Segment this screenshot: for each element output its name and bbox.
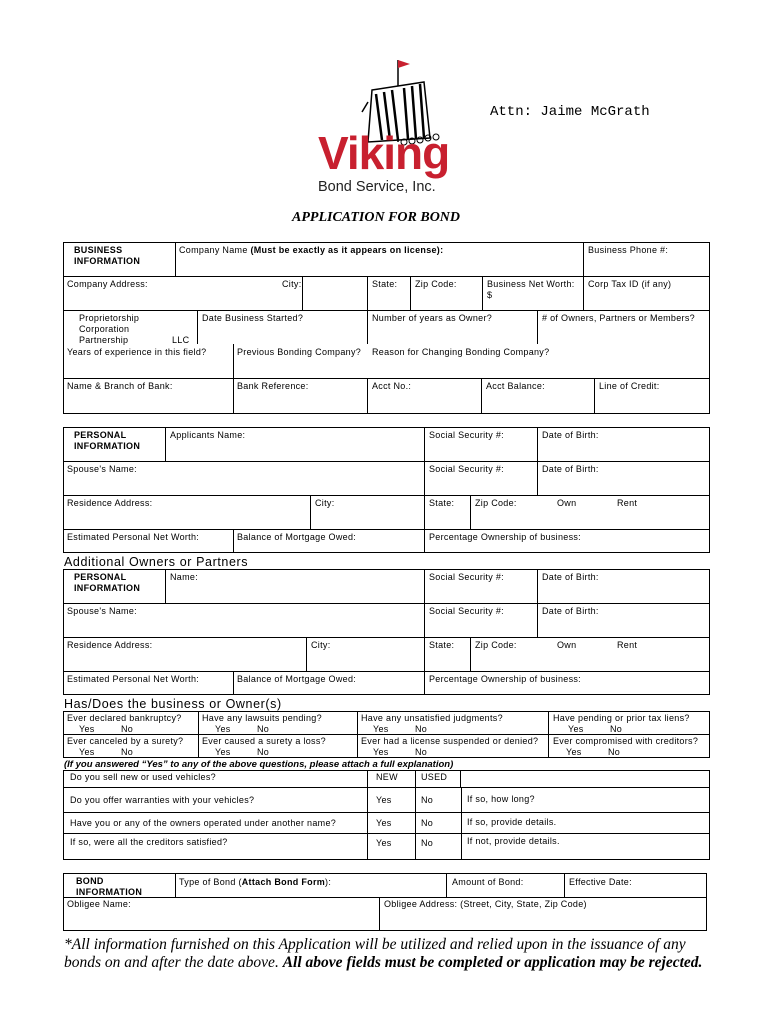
q-surety-loss-yes[interactable]: Yes — [215, 747, 231, 757]
how-long-field[interactable]: If so, how long? — [467, 794, 535, 804]
attn-line: Attn: Jaime McGrath — [490, 104, 650, 120]
q-another-name-no[interactable]: No — [421, 818, 434, 828]
business-header-2: INFORMATION — [74, 256, 141, 266]
additional-ssn-field[interactable]: Social Security #: — [429, 572, 504, 582]
bond-type-bold: Attach Bond Form — [241, 877, 326, 887]
additional-header-2: INFORMATION — [74, 583, 141, 593]
additional-spouse-dob-field[interactable]: Date of Birth: — [542, 606, 599, 616]
company-name-note: (Must be exactly as it appears on license): — [250, 245, 444, 255]
personal-header-1: PERSONAL — [74, 430, 127, 440]
q-creditors-satisfied-no[interactable]: No — [421, 838, 434, 848]
additional-dob-field[interactable]: Date of Birth: — [542, 572, 599, 582]
additional-city-field[interactable]: City: — [311, 640, 331, 650]
q-bankruptcy-yes[interactable]: Yes — [79, 724, 95, 734]
q-creditors-satisfied: If so, were all the creditors satisfied? — [70, 837, 228, 847]
corp-tax-id-field[interactable]: Corp Tax ID (if any) — [588, 279, 672, 289]
option-rent[interactable]: Rent — [617, 498, 638, 508]
q-lawsuits-no[interactable]: No — [257, 724, 270, 734]
bond-amount-field[interactable]: Amount of Bond: — [452, 877, 524, 887]
additional-rent[interactable]: Rent — [617, 640, 638, 650]
q-license-suspended: Ever had a license suspended or denied? — [361, 736, 539, 746]
additional-spouse-ssn-field[interactable]: Social Security #: — [429, 606, 504, 616]
effective-date-field[interactable]: Effective Date: — [569, 877, 632, 887]
bank-reference-field[interactable]: Bank Reference: — [237, 381, 309, 391]
option-partnership[interactable]: Partnership — [79, 335, 129, 345]
viking-logo — [312, 50, 462, 200]
residence-state-field[interactable]: State: — [429, 498, 455, 508]
q-surety-loss-no[interactable]: No — [257, 747, 270, 757]
additional-net-worth-field[interactable]: Estimated Personal Net Worth: — [67, 674, 200, 684]
personal-net-worth-field[interactable]: Estimated Personal Net Worth: — [67, 532, 200, 542]
obligee-name-field[interactable]: Obligee Name: — [67, 899, 131, 909]
additional-zip-field[interactable]: Zip Code: — [475, 640, 517, 650]
additional-own[interactable]: Own — [557, 640, 577, 650]
company-name-field[interactable] — [179, 245, 443, 256]
previous-bonding-field[interactable]: Previous Bonding Company? — [237, 347, 362, 357]
q-compromised-creditors-no[interactable]: No — [608, 747, 621, 757]
company-zip-field[interactable]: Zip Code: — [415, 279, 457, 289]
additional-spouse-field[interactable]: Spouse's Name: — [67, 606, 137, 616]
q-lawsuits: Have any lawsuits pending? — [202, 713, 322, 723]
q-creditors-satisfied-yes[interactable]: Yes — [376, 838, 392, 848]
q-lawsuits-yes[interactable]: Yes — [215, 724, 231, 734]
obligee-address-field[interactable]: Obligee Address: (Street, City, State, Zip Code) — [384, 899, 587, 909]
q-another-name: Have you or any of the owners operated under another name? — [70, 818, 337, 828]
additional-mortgage-field[interactable]: Balance of Mortgage Owed: — [237, 674, 357, 684]
years-experience-field[interactable]: Years of experience in this field? — [67, 347, 207, 357]
footer-warning: All above fields must be completed or application may be rejected. — [282, 954, 703, 971]
q-judgments-no[interactable]: No — [415, 724, 428, 734]
q-tax-liens: Have pending or prior tax liens? — [553, 713, 690, 723]
business-phone-field[interactable]: Business Phone #: — [588, 245, 669, 255]
applicant-name-field[interactable]: Applicants Name: — [170, 430, 246, 440]
footer-line-2a: bonds on and after the date above. — [64, 954, 279, 971]
q-bankruptcy: Ever declared bankruptcy? — [67, 713, 182, 723]
q-canceled-surety: Ever canceled by a surety? — [67, 736, 184, 746]
option-own[interactable]: Own — [557, 498, 577, 508]
q-license-suspended-no[interactable]: No — [415, 747, 428, 757]
residence-city-field[interactable]: City: — [315, 498, 335, 508]
bond-type-field[interactable] — [179, 877, 331, 888]
applicant-ssn-field[interactable]: Social Security #: — [429, 430, 504, 440]
q-license-suspended-yes[interactable]: Yes — [373, 747, 389, 757]
company-city-field[interactable]: City: — [282, 279, 302, 289]
residence-address-field[interactable]: Residence Address: — [67, 498, 153, 508]
date-started-field[interactable]: Date Business Started? — [202, 313, 304, 323]
net-worth-dollar: $ — [487, 290, 493, 300]
logo-wordmark: Viking — [318, 127, 450, 179]
company-name-label: Company Name — [179, 245, 251, 255]
additional-owners-heading: Additional Owners or Partners — [64, 555, 249, 569]
spouse-name-field[interactable]: Spouse's Name: — [67, 464, 137, 474]
footer-line-1: *All information furnished on this Application will be utilized and relied upon in the issuance of any — [64, 936, 686, 953]
q-another-name-yes[interactable]: Yes — [376, 818, 392, 828]
q-sell-vehicles: Do you sell new or used vehicles? — [70, 772, 216, 782]
bond-type-label: Type of Bond ( — [179, 877, 242, 887]
company-state-field[interactable]: State: — [372, 279, 398, 289]
bank-name-field[interactable]: Name & Branch of Bank: — [67, 381, 173, 391]
q-warranties-no[interactable]: No — [421, 795, 434, 805]
q-judgments-yes[interactable]: Yes — [373, 724, 389, 734]
q-tax-liens-no[interactable]: No — [610, 724, 623, 734]
reason-changing-field[interactable]: Reason for Changing Bonding Company? — [372, 347, 550, 357]
logo-subtitle: Bond Service, Inc. — [318, 179, 436, 195]
has-does-heading: Has/Does the business or Owner(s) — [64, 697, 282, 711]
q-judgments: Have any unsatisfied judgments? — [361, 713, 503, 723]
residence-zip-field[interactable]: Zip Code: — [475, 498, 517, 508]
q-canceled-surety-yes[interactable]: Yes — [79, 747, 95, 757]
q-warranties: Do you offer warranties with your vehicles? — [70, 795, 255, 805]
business-header-1: BUSINESS — [74, 245, 123, 255]
bond-type-end: ): — [325, 877, 332, 887]
footer-line-2 — [64, 953, 702, 972]
not-provide-details-field[interactable]: If not, provide details. — [467, 836, 560, 846]
ownership-percent-field[interactable]: Percentage Ownership of business: — [429, 532, 581, 542]
q-compromised-creditors-yes[interactable]: Yes — [566, 747, 582, 757]
additional-ownership-field[interactable]: Percentage Ownership of business: — [429, 674, 581, 684]
option-new[interactable]: NEW — [376, 772, 398, 782]
bond-header-1: BOND — [76, 876, 104, 886]
spouse-dob-field[interactable]: Date of Birth: — [542, 464, 599, 474]
additional-state-field[interactable]: State: — [429, 640, 455, 650]
option-used[interactable]: USED — [421, 772, 448, 782]
applicant-dob-field[interactable]: Date of Birth: — [542, 430, 599, 440]
line-of-credit-field[interactable]: Line of Credit: — [599, 381, 660, 391]
additional-residence-field[interactable]: Residence Address: — [67, 640, 153, 650]
business-net-worth-field[interactable]: Business Net Worth: — [487, 279, 575, 289]
explanation-note: (If you answered “Yes” to any of the above questions, please attach a full explanation) — [64, 759, 454, 770]
q-bankruptcy-no[interactable]: No — [121, 724, 134, 734]
additional-header-1: PERSONAL — [74, 572, 127, 582]
q-surety-loss: Ever caused a surety a loss? — [202, 736, 326, 746]
acct-balance-field[interactable]: Acct Balance: — [486, 381, 545, 391]
personal-header-2: INFORMATION — [74, 441, 141, 451]
company-address-field[interactable]: Company Address: — [67, 279, 148, 289]
q-warranties-yes[interactable]: Yes — [376, 795, 392, 805]
spouse-ssn-field[interactable]: Social Security #: — [429, 464, 504, 474]
additional-name-field[interactable]: Name: — [170, 572, 199, 582]
option-proprietorship[interactable]: Proprietorship — [79, 313, 140, 323]
acct-no-field[interactable]: Acct No.: — [372, 381, 412, 391]
option-llc[interactable]: LLC — [172, 335, 190, 345]
q-tax-liens-yes[interactable]: Yes — [568, 724, 584, 734]
num-owners-field[interactable]: # of Owners, Partners or Members? — [542, 313, 695, 323]
bond-header-2: INFORMATION — [76, 887, 143, 897]
option-corporation[interactable]: Corporation — [79, 324, 130, 334]
years-owner-field[interactable]: Number of years as Owner? — [372, 313, 493, 323]
q-canceled-surety-no[interactable]: No — [121, 747, 134, 757]
mortgage-balance-field[interactable]: Balance of Mortgage Owed: — [237, 532, 357, 542]
form-title: APPLICATION FOR BOND — [292, 210, 461, 225]
provide-details-field[interactable]: If so, provide details. — [467, 817, 557, 827]
q-compromised-creditors: Ever compromised with creditors? — [553, 736, 699, 746]
